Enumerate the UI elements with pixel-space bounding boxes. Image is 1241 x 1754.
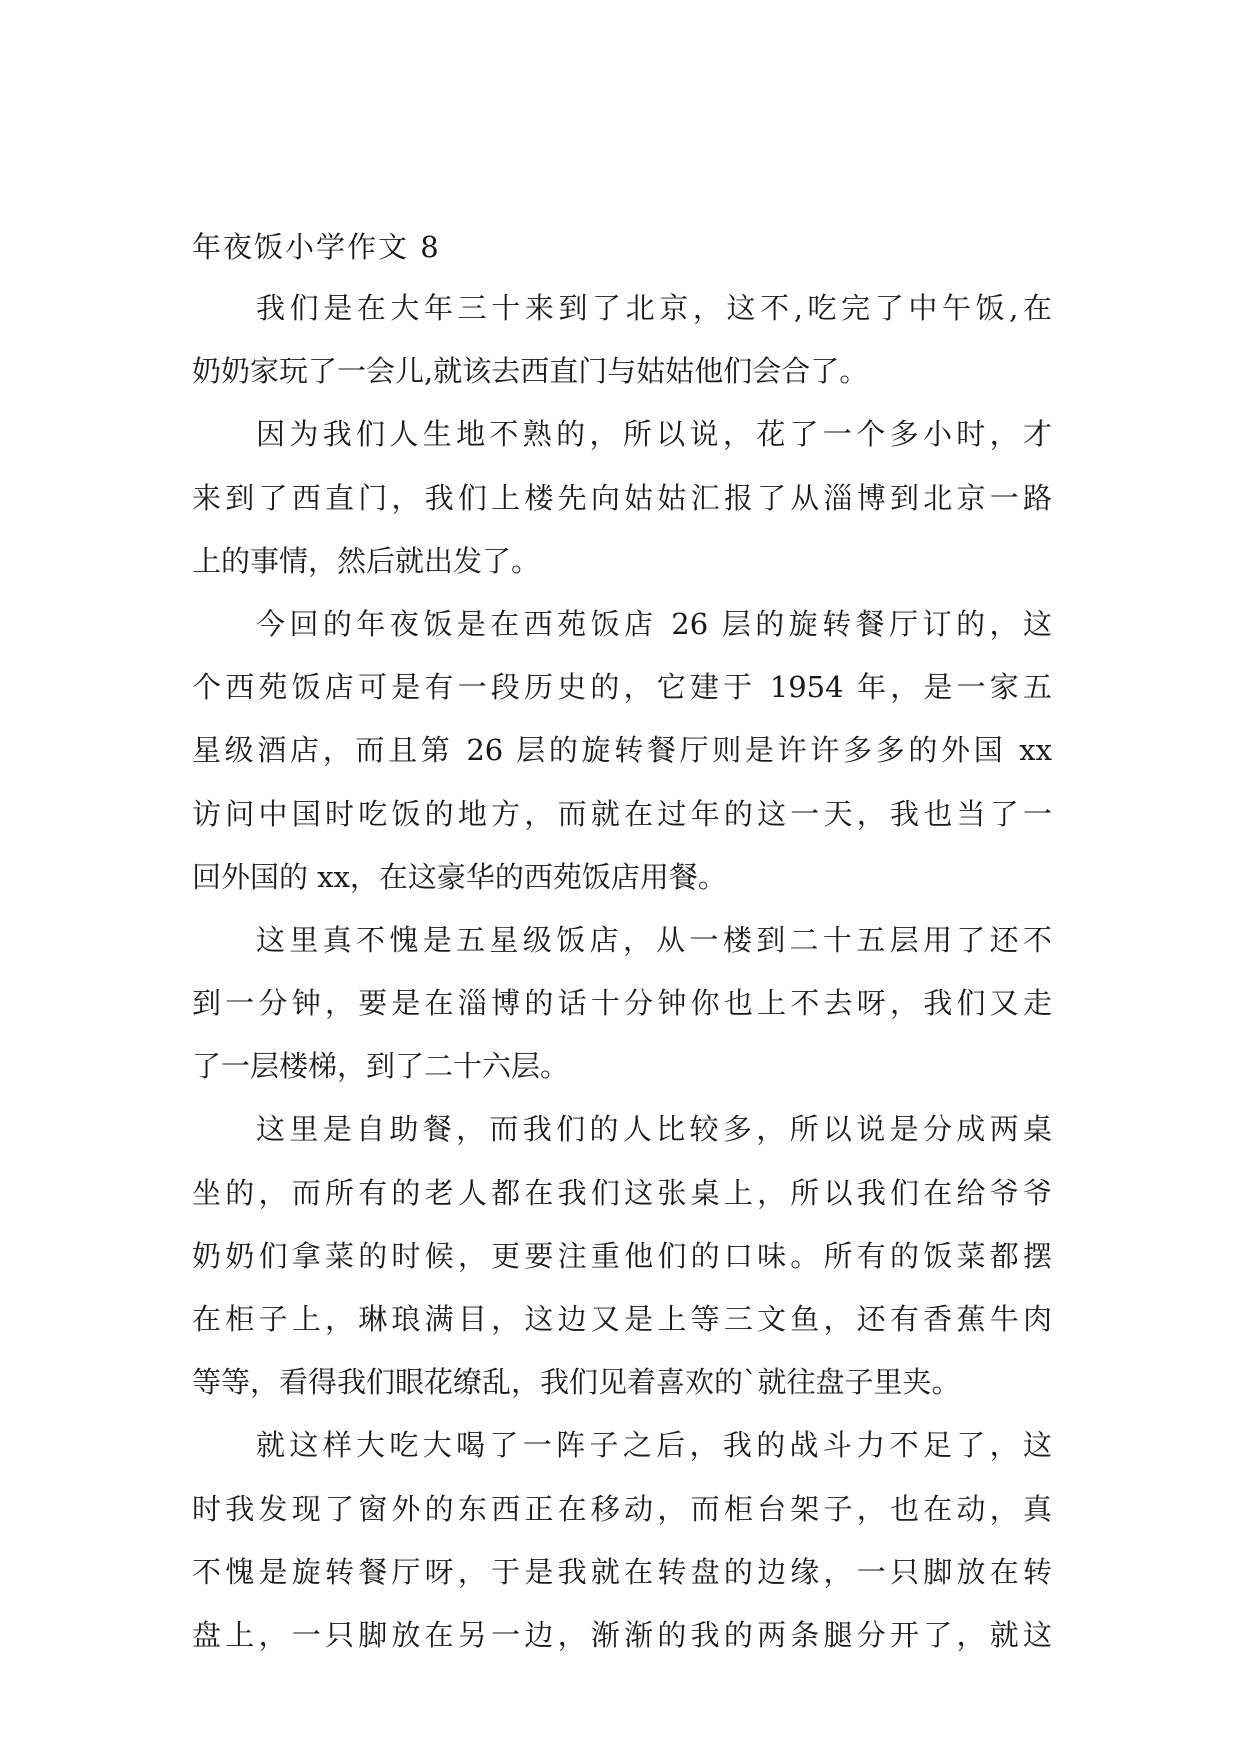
text-line: 奶奶们拿菜的时候，更要注重他们的口味。所有的饭菜都摆 (192, 1238, 1052, 1273)
text-line: 了一层楼梯，到了二十六层。 (192, 1049, 570, 1084)
text-line: 盘上，一只脚放在另一边，渐渐的我的两条腿分开了，就这 (192, 1617, 1052, 1652)
paragraph-3 (192, 593, 1052, 909)
text-line: 这里是自助餐，而我们的人比较多，所以说是分成两桌 (256, 1112, 1052, 1147)
text-line: 在柜子上，琳琅满目，这边又是上等三文鱼，还有香蕉牛肉 (192, 1302, 1052, 1336)
paragraph-6 (192, 1414, 1052, 1667)
text-line: 上的事情，然后就出发了。 (192, 543, 541, 578)
text-line: 就这样大吃大喝了一阵子之后，我的战斗力不足了，这 (256, 1428, 1052, 1463)
document-body (192, 217, 1052, 1667)
text-line: 奶奶家玩了一会儿,就该去西直门与姑姑他们会合了。 (192, 354, 869, 389)
paragraph-4 (192, 909, 1052, 1099)
text-line: 星级酒店，而且第 26 层的旋转餐厅则是许许多多的外国 xx (192, 733, 1052, 768)
text-line: 坐的，而所有的老人都在我们这张桌上，所以我们在给爷爷 (192, 1175, 1052, 1210)
text-line: 时我发现了窗外的东西正在移动，而柜台架子，也在动，真 (192, 1491, 1052, 1526)
text-line: 等等，看得我们眼花缭乱，我们见着喜欢的`就往盘子里夹。 (192, 1365, 961, 1400)
document-title: 年夜饭小学作文 8 (192, 230, 441, 264)
text-line: 来到了西直门，我们上楼先向姑姑汇报了从淄博到北京一路 (192, 480, 1052, 515)
text-line: 不愧是旋转餐厅呀，于是我就在转盘的边缘，一只脚放在转 (192, 1554, 1052, 1589)
text-line: 访问中国时吃饭的地方，而就在过年的这一天，我也当了一 (192, 796, 1052, 831)
text-line: 到一分钟，要是在淄博的话十分钟你也上不去呀，我们又走 (192, 986, 1052, 1021)
paragraph-5 (192, 1098, 1052, 1414)
text-line: 今回的年夜饭是在西苑饭店 26 层的旋转餐厅订的，这 (256, 606, 1052, 641)
text-line: 个西苑饭店可是有一段历史的，它建于 1954 年，是一家五 (192, 670, 1052, 705)
text-line: 这里真不愧是五星级饭店，从一楼到二十五层用了还不 (256, 922, 1052, 957)
paragraph-2 (192, 403, 1052, 593)
text-line: 回外国的 xx，在这豪华的西苑饭店用餐。 (192, 859, 727, 894)
paragraph-1 (192, 277, 1052, 403)
text-line: 我们是在大年三十来到了北京，这不,吃完了中午饭,在 (256, 291, 1052, 325)
text-line: 因为我们人生地不熟的，所以说，花了一个多小时，才 (256, 417, 1052, 452)
